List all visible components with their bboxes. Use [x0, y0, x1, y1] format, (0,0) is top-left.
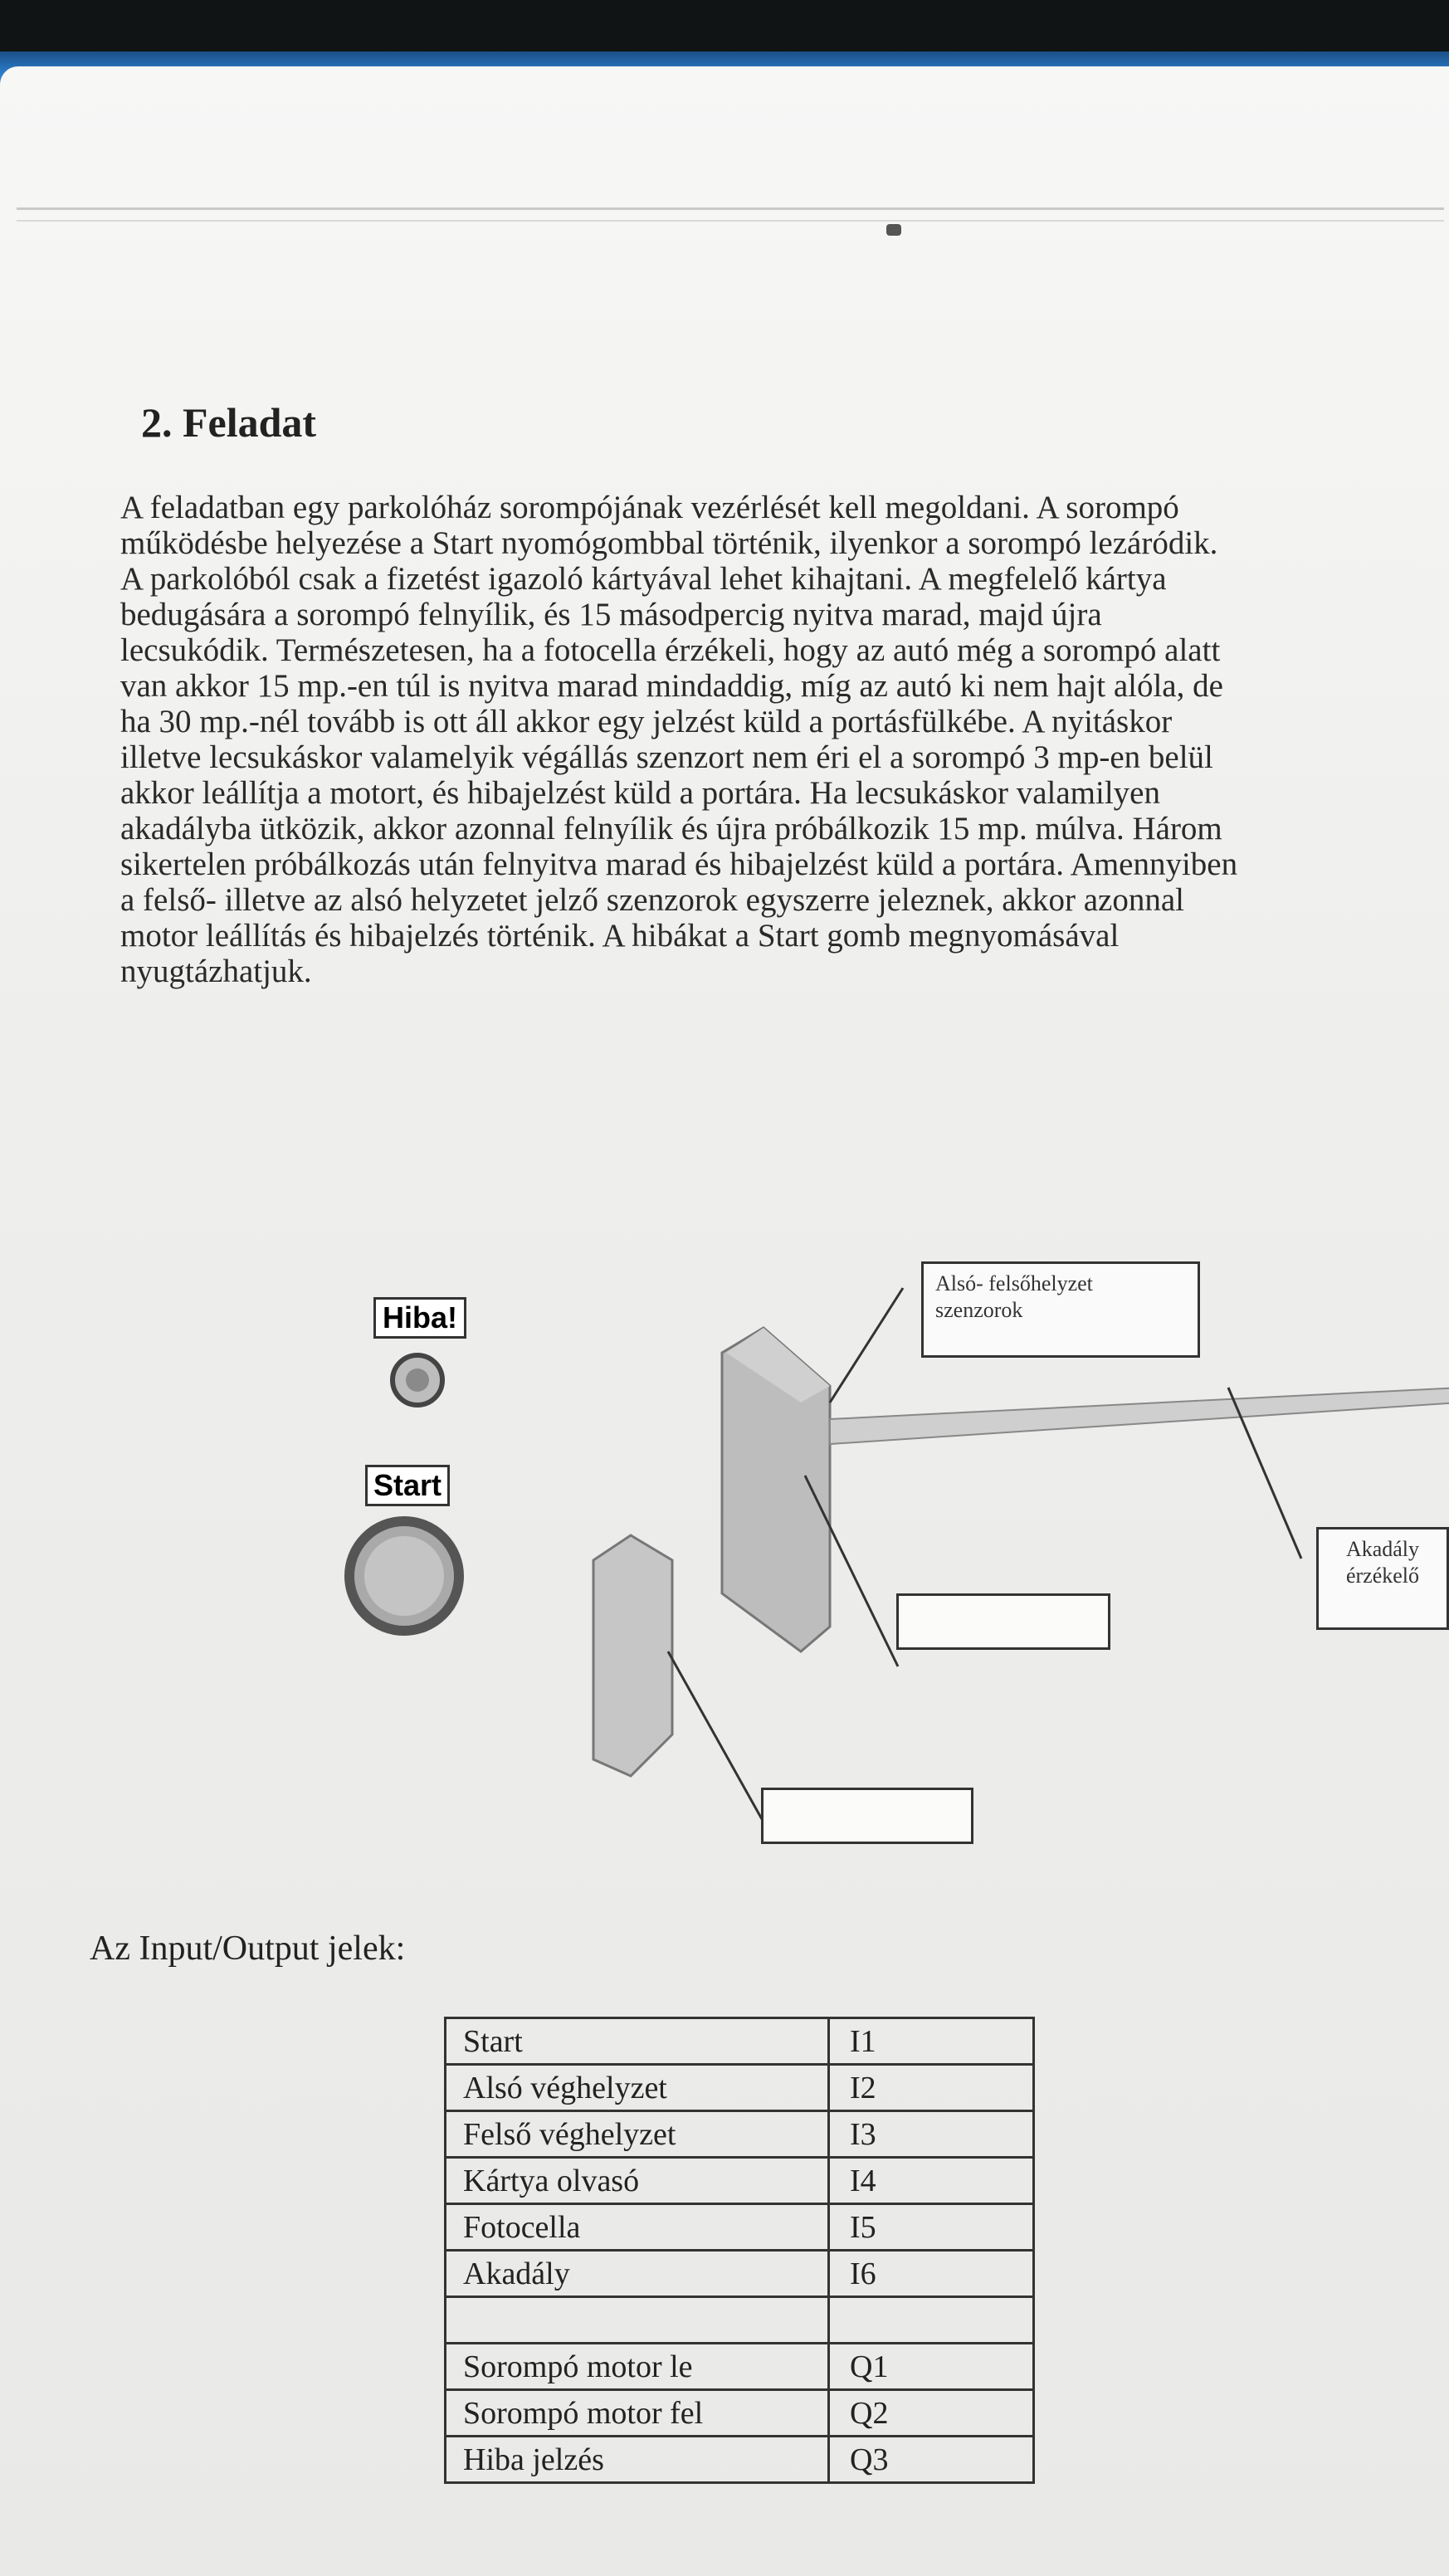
io-name: Hiba jelzés: [446, 2437, 829, 2483]
table-row: [446, 2111, 1034, 2158]
table-row: [446, 2344, 1034, 2390]
sensor-callout-line1: Alsó- felsőhelyzet: [935, 1271, 1093, 1295]
table-row: [446, 2158, 1034, 2204]
io-name: Felső véghelyzet: [446, 2111, 829, 2158]
io-signal: Q2: [829, 2390, 1034, 2437]
start-label: Start: [365, 1465, 450, 1506]
paper-fold-line: [17, 207, 1444, 210]
sensor-callout: [921, 1261, 1200, 1358]
paragraph-line: bedugására a sorompó felnyílik, és 15 másodpercig nyitva marad, majd újra: [120, 597, 1102, 632]
io-signal: I4: [829, 2158, 1034, 2204]
table-row: [446, 2390, 1034, 2437]
reader-post: [593, 1535, 672, 1776]
barrier-arm: [830, 1388, 1449, 1444]
paragraph-line: sikertelen próbálkozás után felnyitva marad és hibajelzést küld a portára. Amennyiben: [120, 846, 1238, 882]
obstacle-callout: [1316, 1527, 1449, 1630]
obstacle-callout-line1: Akadály: [1345, 1537, 1420, 1561]
empty-label-box: [896, 1593, 1110, 1650]
io-name: Kártya olvasó: [446, 2158, 829, 2204]
paragraph-line: akkor leállítja a motort, és hibajelzést küld a portára. Ha lecsukáskor valamilyen: [120, 775, 1160, 811]
paragraph-line: ha 30 mp.-nél tovább is ott áll akkor egy jelzést küld a portásfülkébe. A nyitáskor: [120, 704, 1173, 739]
io-signal: I5: [829, 2204, 1034, 2251]
hiba-label: Hiba!: [373, 1297, 466, 1339]
io-heading: Az Input/Output jelek:: [90, 1930, 406, 1968]
paragraph-line: A parkolóból csak a fizetést igazoló kártyával lehet kihajtani. A megfelelő kártya: [120, 561, 1167, 597]
paragraph-line: akadályba ütközik, akkor azonnal felnyílik és újra próbálkozik 15 mp. múlva. Három: [120, 811, 1222, 846]
table-row: [446, 2437, 1034, 2483]
io-name: Sorompó motor fel: [446, 2390, 829, 2437]
table-row: [446, 2251, 1034, 2297]
paragraph-line: működésbe helyezése a Start nyomógombbal történik, ilyenkor a sorompó lezáródik.: [120, 525, 1218, 561]
sensor-callout-line2: szenzorok: [935, 1298, 1023, 1322]
io-name: Start: [446, 2018, 829, 2065]
table-row: [446, 2204, 1034, 2251]
table-row: [446, 2018, 1034, 2065]
io-signal: I3: [829, 2111, 1034, 2158]
obstacle-callout-line2: érzékelő: [1345, 1564, 1420, 1588]
start-button-icon: [344, 1515, 465, 1637]
section-heading: 2. Feladat: [141, 399, 317, 446]
paragraph-line: lecsukódik. Természetesen, ha a fotocella érzékeli, hogy az autó még a sorompó alatt: [120, 632, 1221, 668]
io-signal: [829, 2297, 1034, 2344]
io-name: Akadály: [446, 2251, 829, 2297]
io-table: [444, 2017, 1035, 2484]
io-signal: Q3: [829, 2437, 1034, 2483]
io-name: [446, 2297, 829, 2344]
paragraph-line: motor leállítás és hibajelzés történik. A hibákat a Start gomb megnyomásával: [120, 918, 1120, 954]
paragraph-line: illetve lecsukáskor valamelyik végállás szenzort nem éri el a sorompó 3 mp-en belül: [120, 739, 1213, 775]
empty-label-box: [761, 1788, 973, 1844]
io-signal: I2: [829, 2065, 1034, 2111]
hiba-lamp-icon: [388, 1351, 446, 1409]
table-row: [446, 2065, 1034, 2111]
paragraph-line: nyugtázhatjuk.: [120, 954, 312, 989]
io-name: Alsó véghelyzet: [446, 2065, 829, 2111]
paragraph-line: A feladatban egy parkolóház sorompójának vezérlését kell megoldani. A sorompó: [120, 490, 1179, 525]
io-name: Fotocella: [446, 2204, 829, 2251]
io-signal: I6: [829, 2251, 1034, 2297]
staple-icon: [886, 224, 901, 236]
table-row: [446, 2297, 1034, 2344]
io-signal: I1: [829, 2018, 1034, 2065]
paragraph-line: a felső- illetve az alsó helyzetet jelző szenzorok egyszerre jeleznek, akkor azonnal: [120, 882, 1185, 918]
paper-fold-line-secondary: [17, 220, 1444, 222]
io-signal: Q1: [829, 2344, 1034, 2390]
io-name: Sorompó motor le: [446, 2344, 829, 2390]
task-description: [120, 490, 1448, 989]
paragraph-line: van akkor 15 mp.-en túl is nyitva marad mindaddig, míg az autó ki nem hajt alóla, de: [120, 668, 1223, 704]
